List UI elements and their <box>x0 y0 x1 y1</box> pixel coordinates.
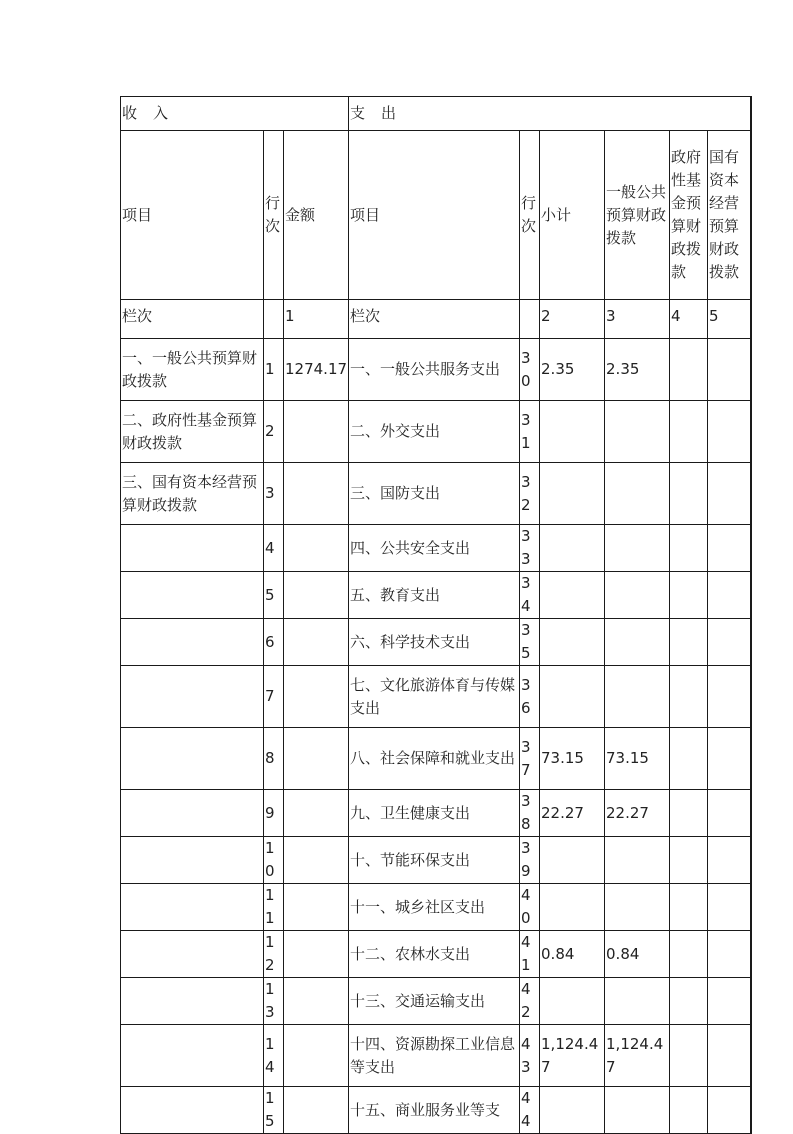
gov-fund-cell <box>670 884 708 931</box>
gov-fund-cell <box>670 666 708 728</box>
income-amount-cell <box>284 463 349 525</box>
subtotal-cell <box>540 401 605 463</box>
general-budget-cell <box>605 463 670 525</box>
income-row-no-cell: 11 <box>264 884 284 931</box>
section-header-row <box>121 97 751 131</box>
expense-row-no-cell: 43 <box>520 1025 540 1087</box>
income-row-no-cell: 5 <box>264 572 284 619</box>
gov-fund-cell <box>670 619 708 666</box>
col-number-4: 4 <box>670 300 708 339</box>
income-amount-cell <box>284 666 349 728</box>
subtotal-cell <box>540 1087 605 1134</box>
expense-row-no-cell: 41 <box>520 931 540 978</box>
expense-item-cell: 四、公共安全支出 <box>349 525 520 572</box>
general-budget-cell: 0.84 <box>605 931 670 978</box>
income-row-no-cell: 12 <box>264 931 284 978</box>
state-capital-cell <box>708 931 751 978</box>
expense-item-cell: 十二、农林水支出 <box>349 931 520 978</box>
expense-item-cell: 十五、商业服务业等支 <box>349 1087 520 1134</box>
expense-item-cell: 七、文化旅游体育与传媒支出 <box>349 666 520 728</box>
table-row <box>121 728 751 790</box>
general-budget-cell <box>605 619 670 666</box>
expense-row-no-cell: 42 <box>520 978 540 1025</box>
expense-item-cell: 八、社会保障和就业支出 <box>349 728 520 790</box>
expense-section-title: 支 出 <box>349 97 751 131</box>
subtotal-cell <box>540 525 605 572</box>
expense-item-cell: 十一、城乡社区支出 <box>349 884 520 931</box>
expense-row-no-cell: 40 <box>520 884 540 931</box>
table-row <box>121 572 751 619</box>
expense-item-header: 项目 <box>349 131 520 300</box>
income-row-no-cell: 8 <box>264 728 284 790</box>
income-column-label: 栏次 <box>121 300 264 339</box>
income-amount-cell <box>284 728 349 790</box>
state-capital-cell <box>708 978 751 1025</box>
income-row-no-header: 行次 <box>264 131 284 300</box>
expense-item-cell: 三、国防支出 <box>349 463 520 525</box>
expense-column-label: 栏次 <box>349 300 520 339</box>
state-capital-cell <box>708 884 751 931</box>
expense-item-cell: 十、节能环保支出 <box>349 837 520 884</box>
expense-item-cell: 一、一般公共服务支出 <box>349 339 520 401</box>
subtotal-cell <box>540 619 605 666</box>
column-number-row <box>121 300 751 339</box>
general-budget-cell <box>605 666 670 728</box>
gov-fund-cell <box>670 837 708 884</box>
state-capital-cell <box>708 1087 751 1134</box>
subtotal-cell <box>540 666 605 728</box>
subtotal-header: 小计 <box>540 131 605 300</box>
gov-fund-cell <box>670 978 708 1025</box>
expense-item-cell: 十四、资源勘探工业信息等支出 <box>349 1025 520 1087</box>
general-budget-cell <box>605 1087 670 1134</box>
state-capital-header: 国有资本经营预算财政拨款 <box>708 131 751 300</box>
table-row <box>121 463 751 525</box>
income-item-cell <box>121 931 264 978</box>
income-row-no-cell: 2 <box>264 401 284 463</box>
income-amount-cell: 1274.17 <box>284 339 349 401</box>
general-budget-cell: 1,124.47 <box>605 1025 670 1087</box>
income-amount-cell <box>284 931 349 978</box>
state-capital-cell <box>708 572 751 619</box>
col-number-2: 2 <box>540 300 605 339</box>
subtotal-cell <box>540 572 605 619</box>
expense-row-no-cell: 32 <box>520 463 540 525</box>
income-row-no-cell: 14 <box>264 1025 284 1087</box>
subtotal-cell: 1,124.47 <box>540 1025 605 1087</box>
table-row <box>121 837 751 884</box>
table-row <box>121 790 751 837</box>
general-budget-cell: 22.27 <box>605 790 670 837</box>
subtotal-cell: 0.84 <box>540 931 605 978</box>
table-row <box>121 525 751 572</box>
subtotal-cell <box>540 978 605 1025</box>
gov-fund-cell <box>670 463 708 525</box>
income-item-cell <box>121 1025 264 1087</box>
expense-row-no-cell: 35 <box>520 619 540 666</box>
gov-fund-cell <box>670 572 708 619</box>
income-amount-cell <box>284 1025 349 1087</box>
expense-row-no-cell: 38 <box>520 790 540 837</box>
expense-row-no-cell: 30 <box>520 339 540 401</box>
general-budget-cell <box>605 978 670 1025</box>
subtotal-cell <box>540 884 605 931</box>
table-row <box>121 1025 751 1087</box>
income-item-cell <box>121 1087 264 1134</box>
gov-fund-cell <box>670 728 708 790</box>
gov-fund-cell <box>670 339 708 401</box>
column-header-row <box>121 131 751 300</box>
general-budget-cell <box>605 837 670 884</box>
budget-table <box>120 96 752 1134</box>
state-capital-cell <box>708 619 751 666</box>
col-number-1: 1 <box>284 300 349 339</box>
expense-row-no-cell: 34 <box>520 572 540 619</box>
state-capital-cell <box>708 1025 751 1087</box>
state-capital-cell <box>708 728 751 790</box>
expense-row-no-cell: 39 <box>520 837 540 884</box>
expense-item-cell: 二、外交支出 <box>349 401 520 463</box>
income-item-cell <box>121 790 264 837</box>
income-amount-cell <box>284 572 349 619</box>
gov-fund-cell <box>670 401 708 463</box>
state-capital-cell <box>708 525 751 572</box>
subtotal-cell: 22.27 <box>540 790 605 837</box>
subtotal-cell: 2.35 <box>540 339 605 401</box>
state-capital-cell <box>708 666 751 728</box>
expense-item-cell: 十三、交通运输支出 <box>349 978 520 1025</box>
gov-fund-header: 政府性基金预算财政拨款 <box>670 131 708 300</box>
subtotal-cell <box>540 837 605 884</box>
income-amount-cell <box>284 1087 349 1134</box>
expense-row-no-cell: 37 <box>520 728 540 790</box>
gov-fund-cell <box>670 1025 708 1087</box>
income-item-cell: 二、政府性基金预算财政拨款 <box>121 401 264 463</box>
general-budget-cell <box>605 401 670 463</box>
expense-row-no-cell: 31 <box>520 401 540 463</box>
general-budget-cell <box>605 572 670 619</box>
general-budget-cell: 2.35 <box>605 339 670 401</box>
income-amount-cell <box>284 884 349 931</box>
income-item-cell: 三、国有资本经营预算财政拨款 <box>121 463 264 525</box>
expense-row-no-header: 行次 <box>520 131 540 300</box>
general-budget-cell: 73.15 <box>605 728 670 790</box>
income-item-cell <box>121 884 264 931</box>
income-row-no-cell: 4 <box>264 525 284 572</box>
general-budget-header: 一般公共预算财政拨款 <box>605 131 670 300</box>
income-amount-cell <box>284 525 349 572</box>
table-row <box>121 619 751 666</box>
income-item-cell <box>121 525 264 572</box>
col-number-3: 3 <box>605 300 670 339</box>
expense-item-cell: 九、卫生健康支出 <box>349 790 520 837</box>
gov-fund-cell <box>670 931 708 978</box>
expense-item-cell: 六、科学技术支出 <box>349 619 520 666</box>
general-budget-cell <box>605 525 670 572</box>
income-row-no-cell: 13 <box>264 978 284 1025</box>
table-row <box>121 1087 751 1134</box>
gov-fund-cell <box>670 790 708 837</box>
income-amount-cell <box>284 790 349 837</box>
income-row-no-cell: 3 <box>264 463 284 525</box>
income-row-no-cell: 6 <box>264 619 284 666</box>
state-capital-cell <box>708 463 751 525</box>
income-amount-header: 金额 <box>284 131 349 300</box>
income-item-header: 项目 <box>121 131 264 300</box>
income-item-cell: 一、一般公共预算财政拨款 <box>121 339 264 401</box>
income-row-no-cell: 1 <box>264 339 284 401</box>
gov-fund-cell <box>670 1087 708 1134</box>
table-row <box>121 339 751 401</box>
income-row-no-cell: 9 <box>264 790 284 837</box>
state-capital-cell <box>708 790 751 837</box>
expense-row-no-col-number <box>520 300 540 339</box>
expense-row-no-cell: 33 <box>520 525 540 572</box>
income-item-cell <box>121 666 264 728</box>
income-row-no-cell: 10 <box>264 837 284 884</box>
table-row <box>121 401 751 463</box>
income-item-cell <box>121 728 264 790</box>
subtotal-cell: 73.15 <box>540 728 605 790</box>
income-amount-cell <box>284 978 349 1025</box>
income-amount-cell <box>284 619 349 666</box>
col-number-5: 5 <box>708 300 751 339</box>
income-item-cell <box>121 837 264 884</box>
income-amount-cell <box>284 837 349 884</box>
expense-row-no-cell: 36 <box>520 666 540 728</box>
gov-fund-cell <box>670 525 708 572</box>
subtotal-cell <box>540 463 605 525</box>
income-row-no-cell: 15 <box>264 1087 284 1134</box>
state-capital-cell <box>708 339 751 401</box>
expense-item-cell: 五、教育支出 <box>349 572 520 619</box>
income-item-cell <box>121 978 264 1025</box>
income-row-no-col-number <box>264 300 284 339</box>
income-section-title: 收 入 <box>121 97 349 131</box>
table-row <box>121 931 751 978</box>
table-row <box>121 884 751 931</box>
state-capital-cell <box>708 401 751 463</box>
general-budget-cell <box>605 884 670 931</box>
income-item-cell <box>121 619 264 666</box>
table-row <box>121 978 751 1025</box>
income-item-cell <box>121 572 264 619</box>
income-amount-cell <box>284 401 349 463</box>
state-capital-cell <box>708 837 751 884</box>
income-row-no-cell: 7 <box>264 666 284 728</box>
table-row <box>121 666 751 728</box>
expense-row-no-cell: 44 <box>520 1087 540 1134</box>
